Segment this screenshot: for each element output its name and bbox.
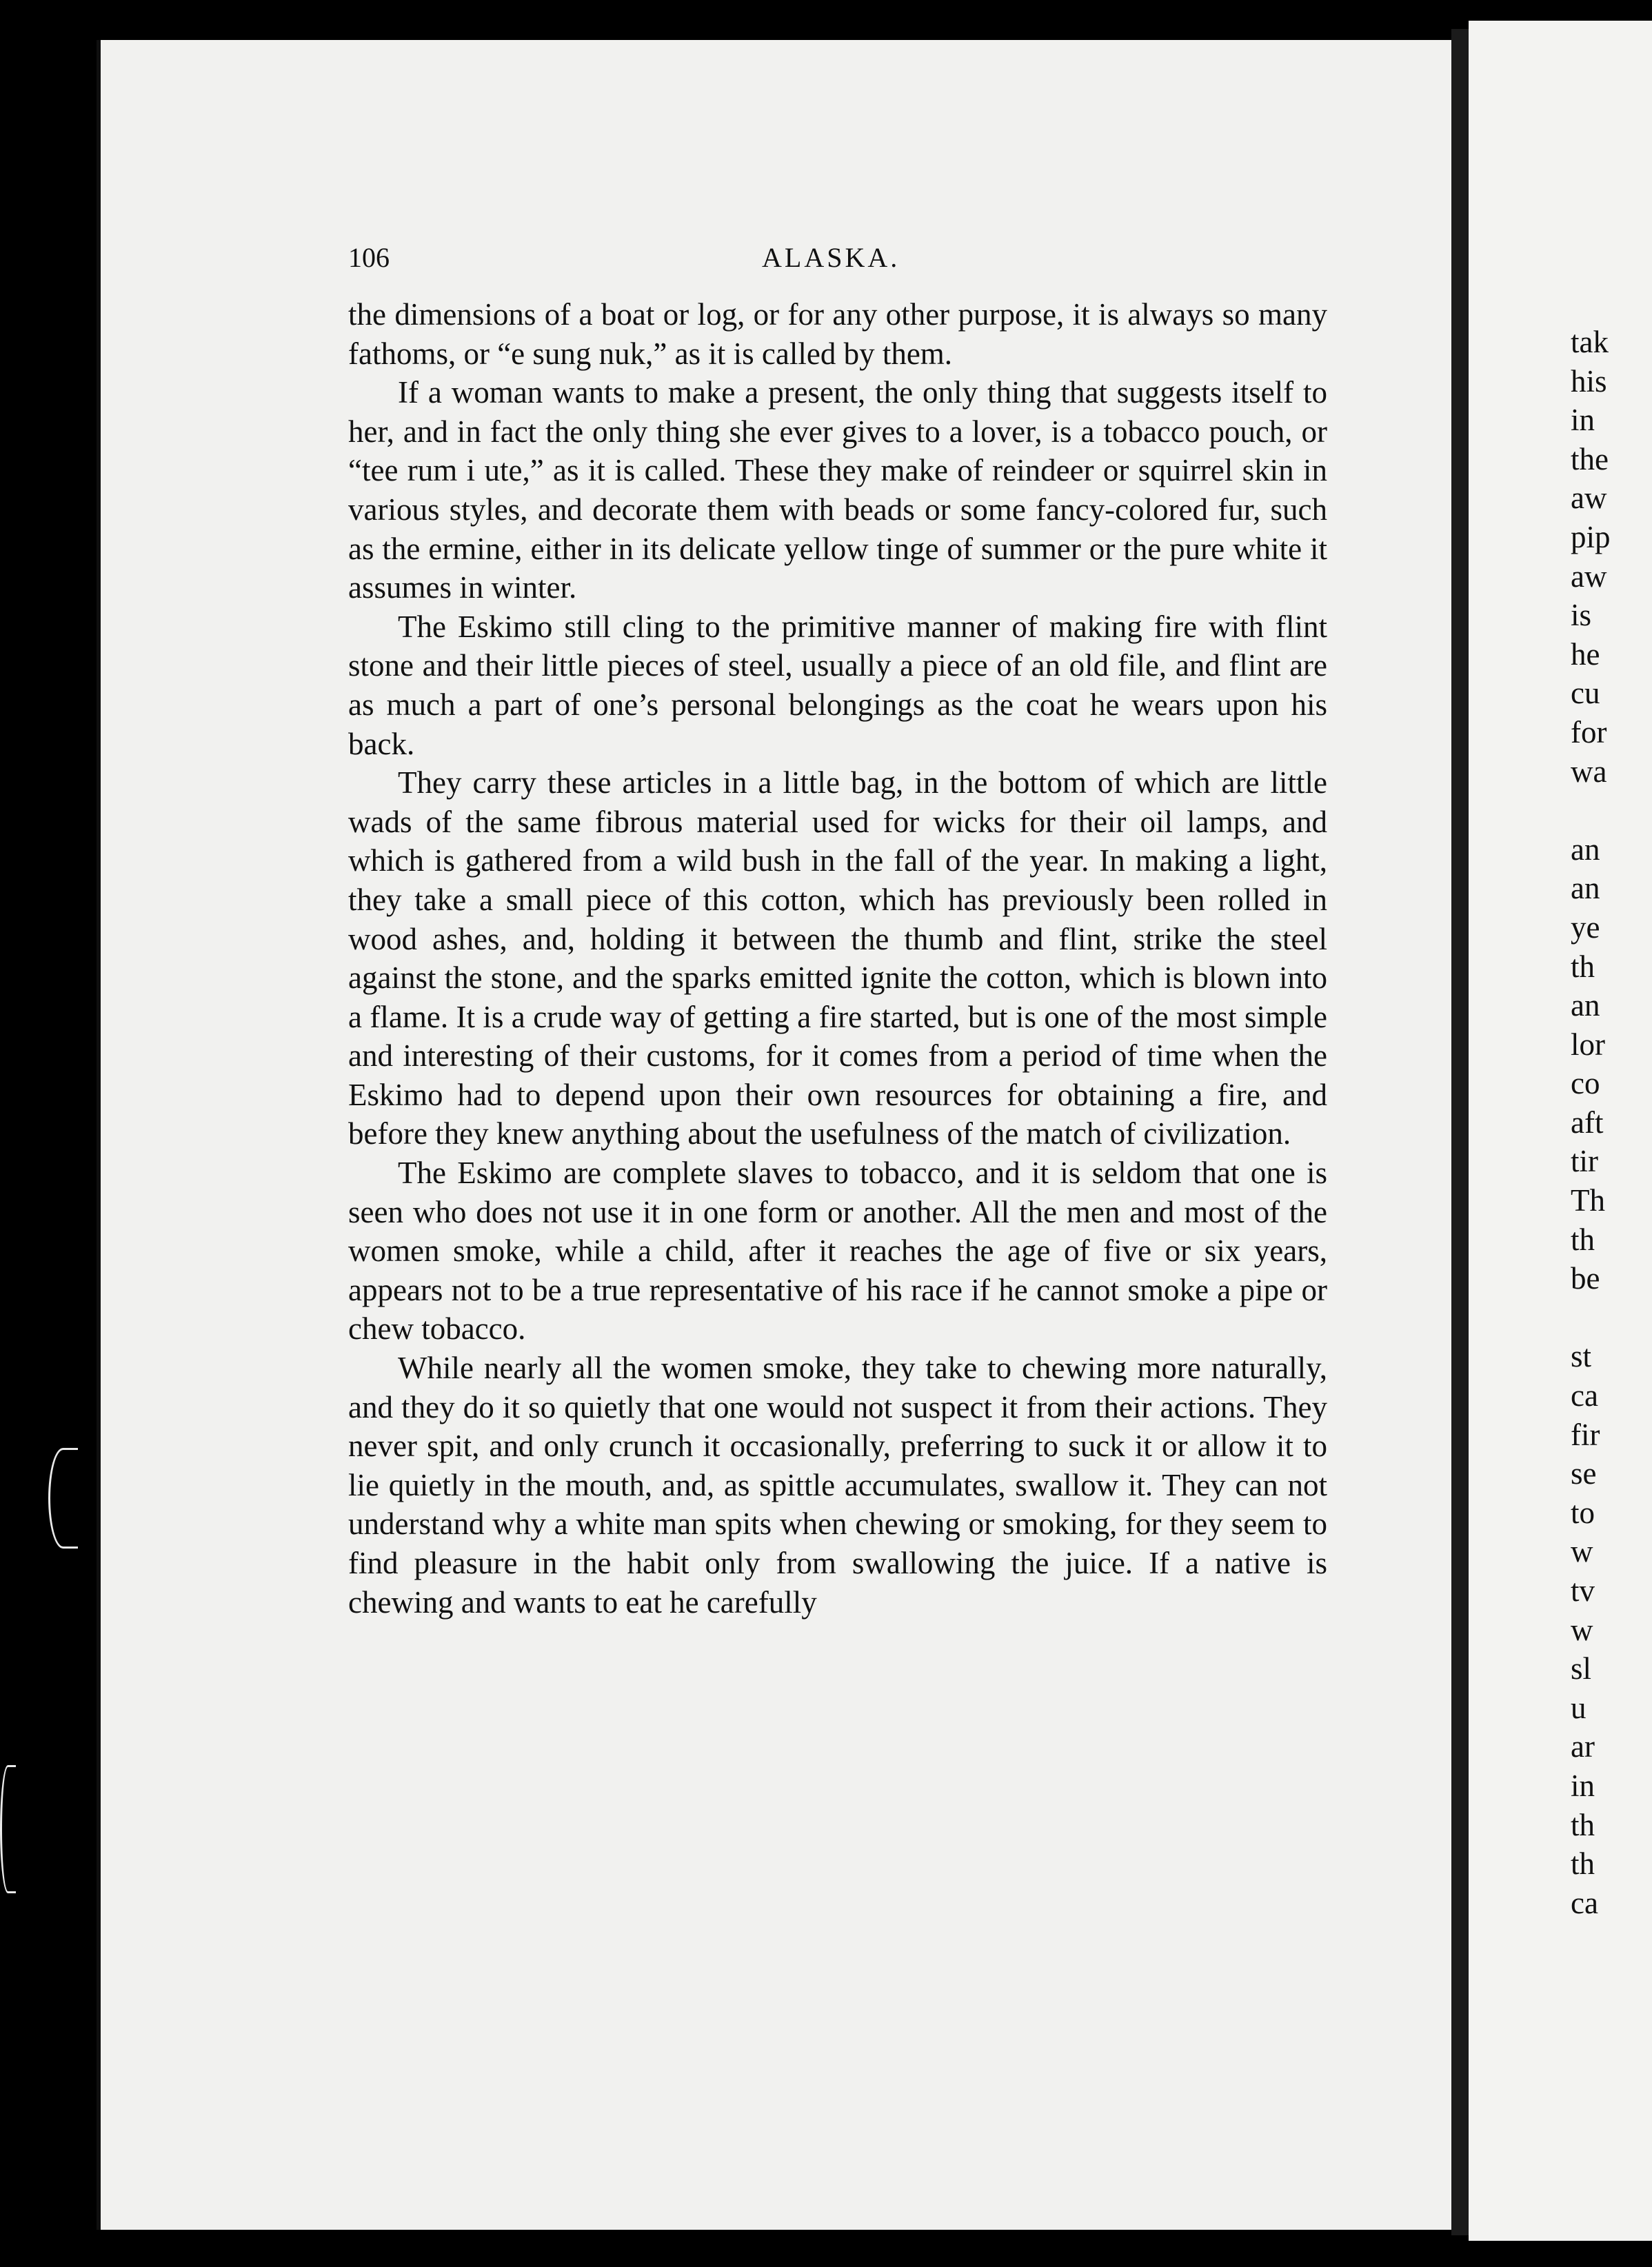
facing-page-line-gap (1571, 1298, 1652, 1338)
page-body (348, 295, 1327, 1622)
paragraph: While nearly all the women smoke, they take to chewing more naturally, and they do it so quietly that one would not suspect it from their actions. They never spit, and only crunch it occasionally, preferring to suck it or allow it to lie quietly in the mouth, and, as spittle accumulates, swallow it. They can not understand why a white man spits when chewing or smoking, for they seem to find pleasure in the habit only from swallowing the juice. If a native is chewing and wants to eat he carefully (348, 1351, 1327, 1620)
paragraph: the dimensions of a boat or log, or for any other purpose, it is always so many fathoms, or “e sung nuk,” as it is called by them. (348, 297, 1327, 371)
facing-page-line-fragment: ar (1571, 1729, 1595, 1764)
facing-page-line-fragment: u (1571, 1690, 1586, 1725)
facing-page-line-fragment: tv (1571, 1573, 1595, 1608)
paragraph: The Eskimo are complete slaves to tobacco, and it is seldom that one is seen who does not use it in one form or another. All the men and most of the women smoke, while a child, after it reaches the age of five or six years, appears not to be a true representative of his race if he cannot smoke a pipe or chew tobacco. (348, 1156, 1327, 1347)
facing-page-line-fragment: se (1571, 1456, 1597, 1491)
facing-page-line-fragment: tak (1571, 325, 1609, 359)
page-edge-curl-mark (48, 1448, 78, 1549)
facing-page-line-fragment: ca (1571, 1885, 1598, 1920)
facing-page-line-fragment: tir (1571, 1144, 1598, 1179)
facing-page-line-fragment: w (1571, 1534, 1593, 1569)
facing-page-line-fragment: for (1571, 714, 1607, 749)
facing-page-line-fragment: an (1571, 832, 1600, 867)
facing-page-line-fragment: he (1571, 636, 1600, 672)
facing-page-line-fragment: an (1571, 871, 1600, 906)
facing-page-line-fragment: aw (1571, 558, 1607, 594)
paragraph: They carry these articles in a little bag, in the bottom of which are little wads of the same fibrous material used for wicks for their oil lamps, and which is gathered from a wild bush in the fall of the year. In making a light, they take a small piece of this cotton, which has previously been rolled in wood ashes, and, holding it between the thumb and flint, strike the steel against the stone, and the sparks emitted ignite the cotton, which is blown into a flame. It is a crude way of getting a fire started, but is one of the most simple and interesting of their customs, for it comes from a period of time when the Eskimo had to depend upon their own resources for obtaining a fire, and before they knew anything about the usefulness of the match of civilization. (348, 765, 1327, 1151)
facing-page-line-fragment: sl (1571, 1651, 1592, 1686)
page-edge-curl-mark (0, 1765, 16, 1893)
facing-page-line-fragment: ca (1571, 1378, 1598, 1413)
facing-page-line-fragment: Th (1571, 1183, 1605, 1218)
book-gutter (1451, 29, 1469, 2235)
facing-page-line-fragment: in (1571, 403, 1595, 438)
facing-page-line-fragment: be (1571, 1261, 1600, 1296)
facing-page-line-fragment: w (1571, 1612, 1593, 1647)
facing-page-line-fragment: co (1571, 1066, 1600, 1101)
facing-page-line-fragment: in (1571, 1768, 1595, 1803)
facing-page-line-fragment: is (1571, 598, 1592, 633)
page-number: 106 (348, 242, 390, 273)
facing-page-line-fragment: th (1571, 1846, 1595, 1882)
facing-page-line-fragment: st (1571, 1339, 1592, 1374)
page-header (348, 241, 1317, 290)
facing-page-text-fragments (1571, 323, 1652, 1922)
paragraph: If a woman wants to make a present, the only thing that suggests itself to her, and in fact the only thing she ever gives to a lover, is a tobacco pouch, or “tee rum i ute,” as it is called. These they make of reindeer or squirrel skin in various styles, and decorate them with beads or some fancy-colored fur, such as the ermine, either in its delicate yellow tinge of summer or the pure white it assumes in winter. (348, 375, 1327, 605)
facing-page-line-gap (1571, 791, 1652, 830)
facing-page-line-fragment: aft (1571, 1105, 1604, 1140)
facing-page-line-fragment: ye (1571, 909, 1600, 945)
facing-page-line-fragment: fir (1571, 1417, 1600, 1452)
facing-page-line-fragment: his (1571, 363, 1607, 399)
facing-page-line-fragment: wa (1571, 754, 1607, 789)
running-head: ALASKA. (762, 242, 900, 273)
facing-page-line-fragment: aw (1571, 481, 1607, 516)
facing-page-line-fragment: th (1571, 949, 1595, 984)
facing-page-line-fragment: the (1571, 441, 1609, 476)
facing-page-line-fragment: to (1571, 1495, 1595, 1530)
facing-page-line-fragment: lor (1571, 1027, 1605, 1062)
facing-page-line-fragment: th (1571, 1807, 1595, 1842)
facing-page-line-fragment: an (1571, 988, 1600, 1023)
facing-page-line-fragment: cu (1571, 676, 1600, 711)
paragraph: The Eskimo still cling to the primitive manner of making fire with flint stone and their little pieces of steel, usually a piece of an old file, and flint are as much a part of one’s personal belongings as the coat he wears upon his back. (348, 609, 1327, 761)
facing-page-line-fragment: pip (1571, 519, 1611, 554)
facing-page-line-fragment: th (1571, 1222, 1595, 1257)
